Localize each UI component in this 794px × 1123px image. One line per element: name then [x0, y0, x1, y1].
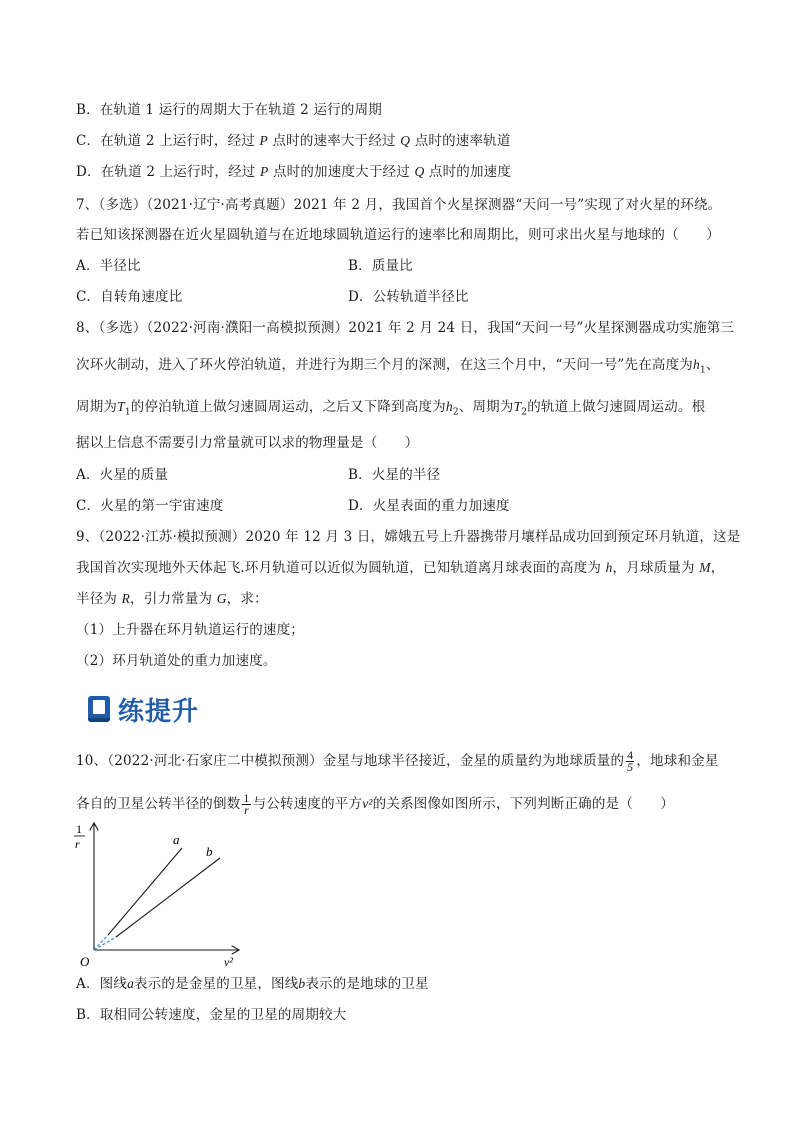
- line-b: [116, 858, 220, 937]
- line-a-dashed: [94, 935, 108, 950]
- line-a-label: a: [173, 832, 180, 847]
- q8-stem-line1: 8、（多选）（2022·河南·濮阳一高模拟预测）2021 年 2 月 24 日，我国“天问一号”火星探测器成功实施第三: [76, 320, 735, 336]
- q6-option-d: D．在轨道 2 上运行时，经过 P 点时的加速度大于经过 Q 点时的加速度: [76, 164, 512, 180]
- q9-subquestion-2: （2）环月轨道处的重力加速度。: [76, 653, 277, 669]
- q8-stem-line2: 次环火制动，进入了环火停泊轨道，并进行为期三个月的深测，在这三个月中，“天问一号”先在高度为$h_1$、: [76, 357, 720, 376]
- q9-stem-line3: 半径为 R，引力常量为 G，求：: [76, 591, 268, 607]
- q9-stem-line2: 我国首次实现地外天体起飞.环月轨道可以近似为圆轨道，已知轨道离月球表面的高度为 h，月球质量为 M，: [76, 560, 725, 576]
- q7-option-c: C．自转角速度比: [76, 289, 183, 305]
- q9-stem-line1: 9、（2022·江苏·模拟预测）2020 年 12 月 3 日，嫦娥五号上升器携带月壤样品成功回到预定环月轨道，这是: [76, 529, 741, 545]
- q9-subquestion-1: （1）上升器在环月轨道运行的速度；: [76, 622, 304, 638]
- y-axis-label-num: 1: [76, 822, 82, 836]
- q6-option-b: B．在轨道 1 运行的周期大于在轨道 2 运行的周期: [76, 102, 382, 118]
- q6-option-c: C．在轨道 2 上运行时，经过 P 点时的速率大于经过 Q 点时的速率轨道: [76, 133, 511, 149]
- q10-option-a: A．图线a表示的是金星的卫星，图线b表示的是地球的卫星: [76, 976, 429, 992]
- q8-option-b: B．火星的半径: [348, 467, 441, 483]
- q7-stem-line2: 若已知该探测器在近火星圆轨道与在近地球圆轨道运行的速率比和周期比，则可求出火星与地球的（ ）: [76, 227, 720, 243]
- q8-option-d: D．火星表面的重力加速度: [348, 498, 510, 514]
- inverse-radius-vs-speed-squared-graph: [70, 818, 250, 970]
- origin-label: O: [80, 954, 90, 969]
- q7-option-d: D．公转轨道半径比: [348, 289, 469, 305]
- q10-stem-line1: 10、（2022·河北·石家庄二中模拟预测）金星与地球半径接近，金星的质量约为地球质量的 $\frac{4}{5}$ ，地球和金星: [76, 748, 719, 774]
- section-title: 练提升: [118, 696, 200, 727]
- q8-stem-line4: 据以上信息不需要引力常量就可以求的物理量是（ ）: [76, 435, 419, 451]
- q8-option-a: A．火星的质量: [76, 467, 169, 483]
- q7-option-a: A．半径比: [76, 258, 141, 274]
- q10-option-b: B．取相同公转速度，金星的卫星的周期较大: [76, 1007, 347, 1023]
- line-a: [108, 848, 182, 935]
- q8-option-c: C．火星的第一宇宙速度: [76, 498, 224, 514]
- book-icon: [88, 696, 110, 722]
- section-header: [88, 692, 199, 726]
- q8-stem-line3: 周期为$T_1$的停泊轨道上做匀速圆周运动，之后又下降到高度为$h_2$、周期为$T_2$的轨道上做匀速圆周运动。根: [76, 399, 706, 418]
- q7-stem-line1: 7、（多选）（2021·辽宁·高考真题）2021 年 2 月，我国首个火星探测器“天问一号”实现了对火星的环绕。: [76, 197, 722, 213]
- y-axis-label-den: r: [75, 837, 80, 851]
- q10-stem-line2: 各自的卫星公转半径的倒数 $\frac{1}{r}$ 与公转速度的平方v²的关系图像如图所示，下列判断正确的是（ ）: [76, 791, 675, 817]
- x-axis-label: v²: [224, 955, 233, 969]
- fraction-four-fifths: $\frac{4}{5}$: [627, 748, 634, 774]
- fraction-one-over-r: $\frac{1}{r}$: [243, 791, 250, 817]
- q7-option-b: B．质量比: [348, 258, 413, 274]
- line-b-label: b: [206, 844, 213, 859]
